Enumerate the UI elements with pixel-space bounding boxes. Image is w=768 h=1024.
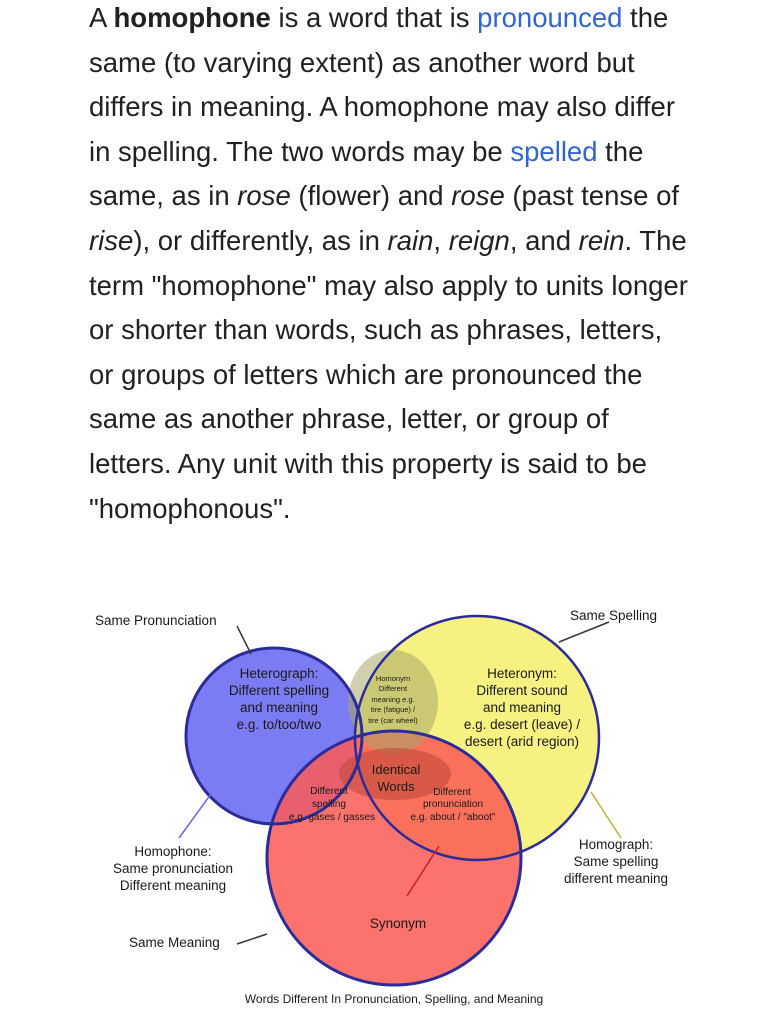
text-run: (flower) and	[290, 180, 452, 212]
text-run: . The term "homophone" may also apply to units longer or shorter than words, such as phrases, letters, or groups of letters which are pronounced the same as another phrase, letter, or group of letters. Any unit with this property is said to be "homophonous".	[89, 224, 688, 524]
venn-diagram-figure[interactable]	[89, 596, 681, 1014]
heteronym-line-3: and meaning	[482, 700, 562, 715]
homograph-label-group	[564, 837, 668, 886]
text-run: (past tense of	[504, 180, 680, 212]
homophone-line-3: Different meaning	[119, 878, 227, 893]
text-run: , and	[509, 224, 579, 256]
synonym-label: Synonym	[369, 916, 427, 931]
text-run: ,	[433, 224, 449, 256]
pointer-line-homograph	[591, 792, 621, 838]
example-word: reign	[448, 224, 510, 256]
text-run: ), or differently, as in	[133, 224, 388, 256]
different-spelling-line-2: spelling	[312, 799, 346, 810]
different-spelling-line-3: e.g. gases / gasses	[288, 812, 376, 823]
heterograph-line-1: Heterograph:	[239, 666, 319, 681]
example-word: rise	[89, 224, 134, 256]
link-pronounced[interactable]: pronounced	[477, 2, 623, 33]
pointer-line-same-spelling	[559, 622, 609, 642]
homograph-line-2: Same spelling	[573, 854, 659, 869]
text-run: A	[89, 2, 114, 33]
pointer-line-same-pronunciation	[237, 626, 251, 654]
pointer-line-same-meaning	[237, 934, 267, 944]
heterograph-line-4: e.g. to/too/two	[236, 717, 322, 732]
example-word: rein	[578, 224, 625, 256]
homophone-line-1: Homophone:	[134, 844, 212, 859]
text-run: the same (to varying extent) as another word but differs in meaning. A homophone may also differ in spelling. The two words may be	[89, 2, 676, 167]
homograph-line-1: Homograph:	[578, 837, 654, 852]
text-run: the same, as in	[89, 135, 644, 212]
heteronym-line-2: Different sound	[476, 683, 568, 698]
bold-term: homophone	[113, 2, 271, 33]
link-spelled[interactable]: spelled	[510, 135, 598, 167]
homophone-line-2: Same pronunciation	[112, 861, 234, 876]
identical-line-1: Identical	[371, 762, 421, 777]
heteronym-line-1: Heteronym:	[487, 666, 557, 681]
homonym-line-2: Different	[378, 684, 408, 693]
diagram-caption: Words Different In Pronunciation, Spelling, and Meaning	[244, 992, 544, 1006]
heterograph-line-3: and meaning	[239, 700, 319, 715]
example-word: rose	[237, 180, 291, 212]
identical-line-2: Words	[377, 779, 415, 794]
homograph-line-3: different meaning	[563, 871, 669, 886]
article-paragraph	[89, 0, 689, 531]
homonym-line-4: tire (fatigue) /	[370, 705, 416, 714]
homonym-line-1: Homonym	[375, 674, 411, 683]
pointer-line-homophone	[179, 794, 211, 838]
venn-diagram	[89, 596, 681, 1014]
heteronym-line-4: e.g. desert (leave) /	[463, 717, 581, 732]
different-pronunciation-line-2: pronunciation	[422, 799, 484, 810]
heterograph-line-2: Different spelling	[228, 683, 330, 698]
different-pronunciation-line-1: Different	[433, 787, 471, 798]
different-pronunciation-line-3: e.g. about / "aboot"	[410, 812, 496, 823]
label-same-pronunciation: Same Pronunciation	[95, 613, 217, 628]
different-spelling-line-1: Different	[310, 786, 348, 797]
label-same-meaning: Same Meaning	[129, 935, 220, 950]
label-same-spelling: Same Spelling	[570, 608, 658, 623]
homonym-line-3: meaning e.g.	[371, 695, 415, 704]
example-word: rain	[387, 224, 434, 256]
example-word: rose	[451, 180, 505, 212]
homophone-label-group	[113, 844, 233, 893]
homonym-line-5: tire (car wheel)	[368, 716, 418, 725]
heteronym-line-5: desert (arid region)	[464, 734, 580, 749]
text-run: is a word that is	[270, 2, 478, 33]
